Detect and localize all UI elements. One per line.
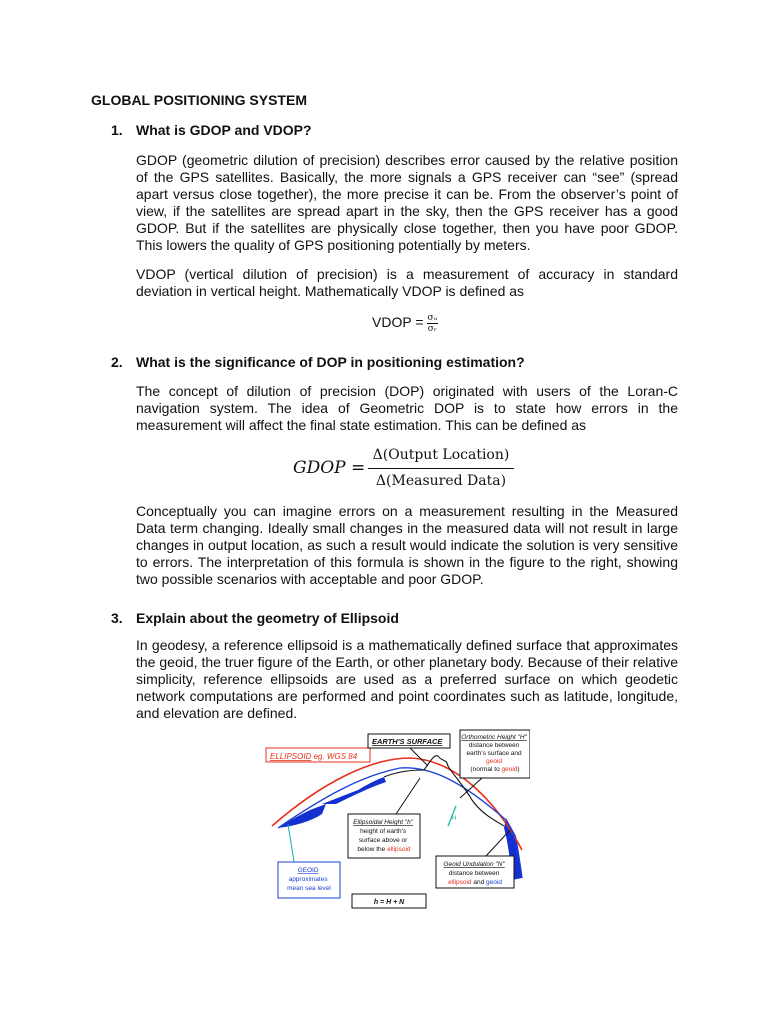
ellipsoidal-line3-word: ellipsoid: [387, 846, 411, 853]
gdop-numerator: Δ(Output Location): [372, 447, 510, 463]
orthometric-line4-geoid: geoid: [501, 766, 518, 773]
earth-surface-pointer: [410, 748, 428, 766]
paragraph-gdop: GDOP (geometric dilution of precision) describes error caused by the relative position of the GPS satellites. Basically, the more signals a GPS receiver can “see” (spread apart versus close together), the more precise it can be. From the observer’s point of view, if the satellites are spread apart in the sky, then the GPS receiver has a good GDOP. But if the satellites are physically close together, then you have poor GDOP. This lowers the quality of GPS positioning potentially by meters.: [136, 152, 678, 253]
section-1-heading: [111, 122, 312, 138]
section-heading-text: Explain about the geometry of Ellipsoid: [136, 610, 399, 626]
section-heading-text: What is the significance of DOP in positioning estimation?: [136, 354, 525, 370]
ellipsoid-label: [270, 752, 358, 761]
section-3-heading: [111, 610, 399, 626]
earth-surface-label: EARTH'S SURFACE: [372, 737, 443, 746]
ellipsoidal-pointer: [396, 778, 420, 814]
undulation-line2: [448, 879, 502, 886]
orthometric-line4: [470, 766, 519, 773]
orthometric-line4-post: ): [517, 766, 520, 773]
vdop-formula-lhs: VDOP =: [372, 314, 424, 331]
geoid-undulation-text: [443, 861, 506, 886]
undulation-title: Geoid Undulation "N": [443, 861, 505, 868]
paragraph-dop-interpretation: Conceptually you can imagine errors on a measurement resulting in the Measured Data term changing. Ideally small changes in the measured data will not result in large changes in output location, as such a result would indicate the solution is very sensitive to errors. The interpretation of this formula is shown in the figure to the right, showing two possible scenarios with acceptable and poor GDOP.: [136, 503, 678, 587]
geoid-line2: mean sea level: [287, 885, 331, 892]
vdop-denominator: σᵣ: [427, 324, 437, 334]
ellipsoidal-title: Ellipsoidal Height "h": [353, 819, 414, 826]
undulation-and: and: [471, 879, 487, 886]
ellipsoid-label-word: ELLIPSOID: [270, 752, 312, 761]
equation-text: h = H + N: [373, 899, 405, 906]
ellipsoid-geoid-diagram: [260, 728, 530, 910]
vdop-numerator: σᵤ: [427, 313, 438, 323]
ellipsoidal-line3: [357, 846, 411, 853]
orthometric-line3: geoid: [486, 758, 503, 765]
orthometric-line1: distance between: [468, 742, 520, 749]
ellipsoidal-line2: surface above or: [358, 837, 408, 844]
orthometric-height-text: [461, 734, 528, 773]
orthometric-arrow-label: H: [452, 816, 457, 822]
ocean-mid-water: [322, 777, 386, 804]
section-number: 1.: [111, 122, 123, 138]
document-title: GLOBAL POSITIONING SYSTEM: [91, 92, 307, 108]
ellipsoid-example: eg. WGS 84: [311, 752, 358, 761]
section-number: 2.: [111, 354, 123, 370]
ellipsoidal-line1: height of earth's: [360, 828, 407, 835]
orthometric-line2: earth's surface and: [466, 750, 522, 757]
vdop-formula: [372, 313, 438, 334]
orthometric-title: Orthometric Height "H": [461, 734, 527, 741]
gdop-formula: [288, 443, 520, 495]
paragraph-vdop: VDOP (vertical dilution of precision) is a measurement of accuracy in standard deviation in vertical height. Mathematically VDOP is defined as: [136, 266, 678, 299]
fraction-bar: [368, 468, 514, 469]
paragraph-dop-concept: The concept of dilution of precision (DOP) originated with users of the Loran-C navigation system. The idea of Geometric DOP is to state how errors in the measurement will affect the final state estimation. This can be defined as: [136, 383, 678, 433]
orthometric-line4-pre: (normal to: [470, 766, 502, 773]
geoid-pointer: [288, 824, 294, 862]
gdop-denominator: Δ(Measured Data): [375, 473, 507, 489]
vdop-fraction: [427, 313, 439, 334]
section-2-heading: [111, 354, 525, 370]
undulation-word1: ellipsoid: [448, 879, 472, 886]
undulation-line1: distance between: [448, 870, 500, 877]
gdop-formula-lhs: GDOP =: [293, 458, 366, 478]
ellipsoidal-line3-pre: below the: [357, 846, 388, 853]
section-number: 3.: [111, 610, 123, 626]
paragraph-ellipsoid: In geodesy, a reference ellipsoid is a mathematically defined surface that approximates the geoid, the truer figure of the Earth, or other planetary body. Because of their relative simplicity, reference ellipsoids are used as a preferred surface on which geodetic network computations are performed and point coordinates such as latitude, longitude, and elevation are defined.: [136, 637, 678, 721]
section-heading-text: What is GDOP and VDOP?: [136, 122, 312, 138]
ocean-left-water: [278, 804, 326, 828]
undulation-pointer: [486, 830, 510, 856]
undulation-word2: geoid: [486, 879, 502, 886]
geoid-line1: approximates: [288, 876, 328, 883]
geoid-title: GEOID: [297, 867, 319, 874]
